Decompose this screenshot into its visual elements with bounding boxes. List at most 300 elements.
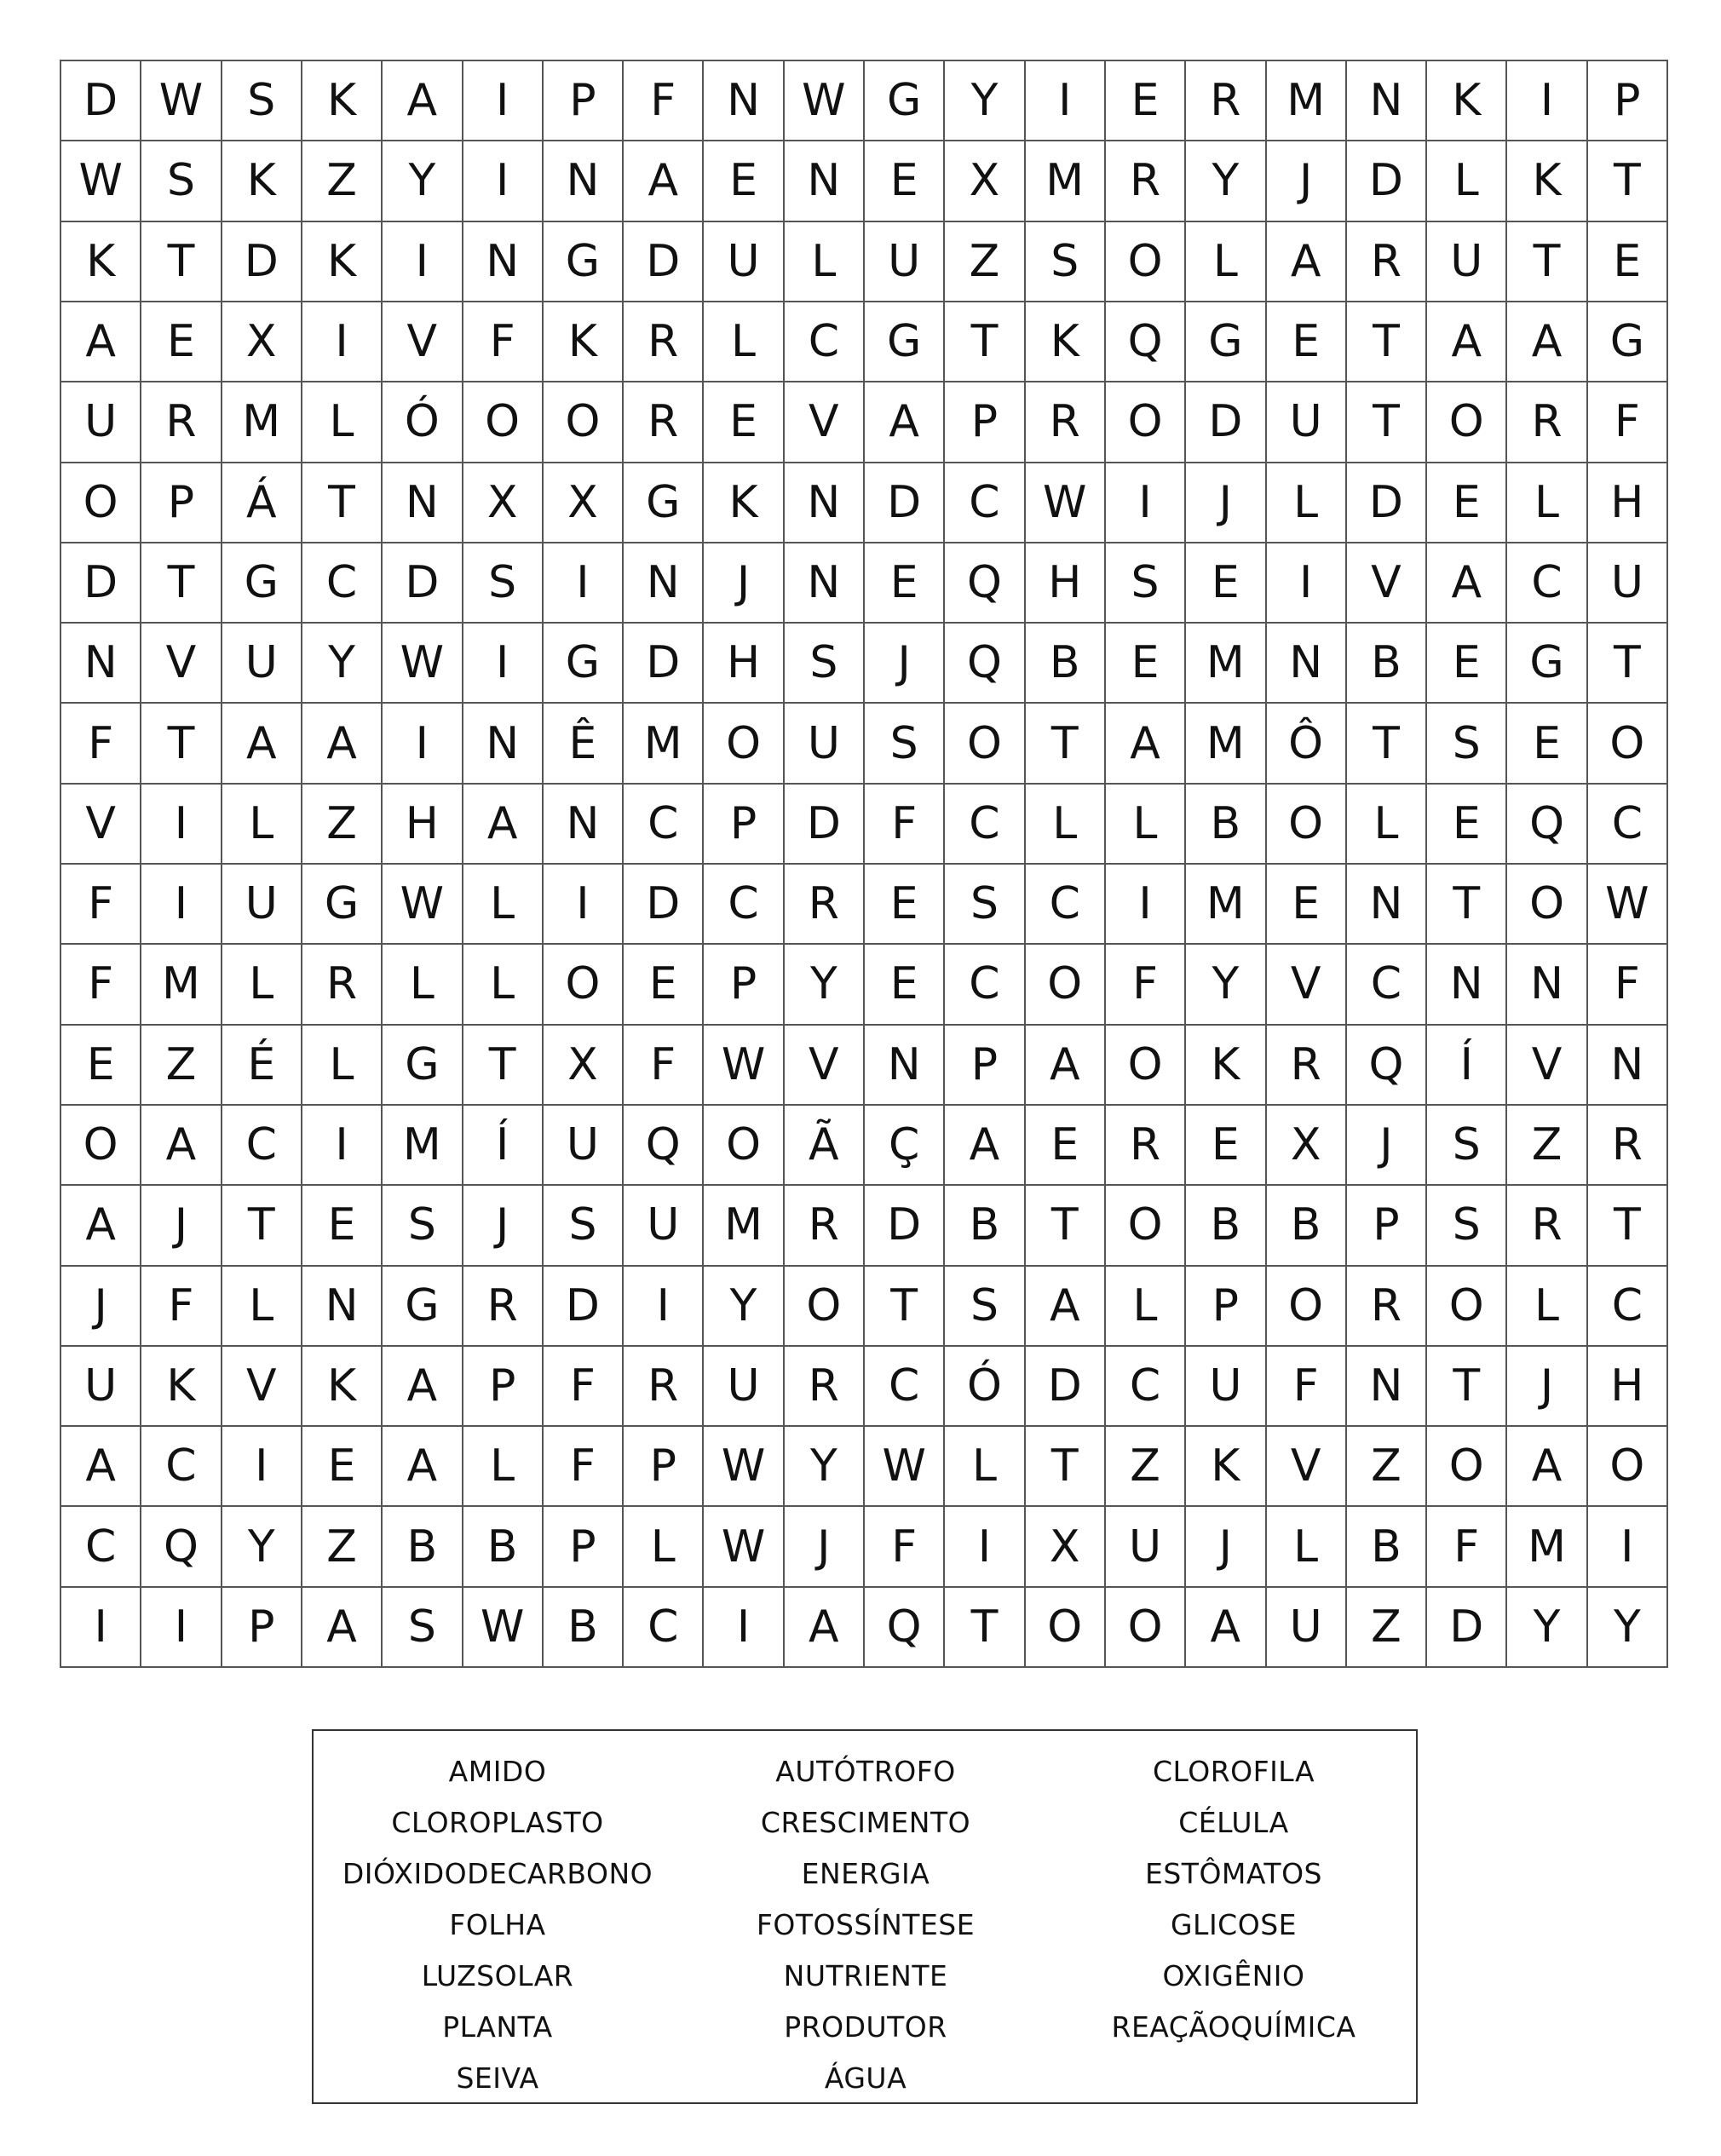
grid-cell[interactable]: V	[1267, 1427, 1347, 1507]
grid-cell[interactable]: T	[1588, 1186, 1668, 1266]
grid-cell[interactable]: E	[865, 945, 945, 1025]
grid-cell[interactable]: D	[383, 543, 463, 624]
grid-cell[interactable]: I	[624, 1267, 704, 1347]
grid-cell[interactable]: X	[945, 141, 1025, 221]
grid-cell[interactable]: L	[222, 1267, 302, 1347]
grid-cell[interactable]: N	[785, 463, 865, 543]
grid-cell[interactable]: T	[222, 1186, 302, 1266]
grid-cell[interactable]: M	[383, 1106, 463, 1186]
grid-cell[interactable]: O	[1427, 382, 1507, 463]
grid-cell[interactable]: Ã	[785, 1106, 865, 1186]
grid-cell[interactable]: G	[222, 543, 302, 624]
grid-cell[interactable]: K	[544, 302, 624, 382]
grid-cell[interactable]: Y	[1186, 945, 1266, 1025]
grid-cell[interactable]: P	[222, 1588, 302, 1668]
grid-cell[interactable]: U	[785, 704, 865, 784]
grid-cell[interactable]: V	[1267, 945, 1347, 1025]
grid-cell[interactable]: P	[1347, 1186, 1427, 1266]
grid-cell[interactable]: O	[1106, 1186, 1186, 1266]
grid-cell[interactable]: S	[865, 704, 945, 784]
grid-cell[interactable]: Z	[141, 1026, 222, 1106]
grid-cell[interactable]: A	[1507, 1427, 1587, 1507]
grid-cell[interactable]: O	[1267, 1267, 1347, 1347]
grid-cell[interactable]: O	[1588, 704, 1668, 784]
grid-cell[interactable]: R	[463, 1267, 544, 1347]
grid-cell[interactable]: Ê	[544, 704, 624, 784]
grid-cell[interactable]: Y	[785, 1427, 865, 1507]
grid-cell[interactable]: O	[544, 945, 624, 1025]
grid-cell[interactable]: U	[222, 865, 302, 945]
grid-cell[interactable]: P	[463, 1347, 544, 1427]
grid-cell[interactable]: A	[624, 141, 704, 221]
grid-cell[interactable]: K	[704, 463, 784, 543]
grid-cell[interactable]: N	[544, 141, 624, 221]
grid-cell[interactable]: Z	[302, 1507, 383, 1587]
grid-cell[interactable]: F	[1427, 1507, 1507, 1587]
grid-cell[interactable]: T	[463, 1026, 544, 1106]
grid-cell[interactable]: S	[544, 1186, 624, 1266]
grid-cell[interactable]: I	[302, 302, 383, 382]
grid-cell[interactable]: A	[1427, 302, 1507, 382]
grid-cell[interactable]: D	[1186, 382, 1266, 463]
grid-cell[interactable]: H	[704, 624, 784, 704]
grid-cell[interactable]: U	[1106, 1507, 1186, 1587]
grid-cell[interactable]: R	[1507, 1186, 1587, 1266]
grid-cell[interactable]: E	[1588, 222, 1668, 302]
grid-cell[interactable]: R	[785, 1347, 865, 1427]
grid-cell[interactable]: E	[865, 141, 945, 221]
grid-cell[interactable]: C	[1106, 1347, 1186, 1427]
grid-cell[interactable]: B	[1186, 1186, 1266, 1266]
grid-cell[interactable]: C	[1507, 543, 1587, 624]
grid-cell[interactable]: A	[383, 1427, 463, 1507]
grid-cell[interactable]: J	[704, 543, 784, 624]
grid-cell[interactable]: S	[1427, 1186, 1507, 1266]
grid-cell[interactable]: E	[1026, 1106, 1106, 1186]
grid-cell[interactable]: E	[865, 543, 945, 624]
grid-cell[interactable]: Q	[141, 1507, 222, 1587]
grid-cell[interactable]: C	[1026, 865, 1106, 945]
grid-cell[interactable]: M	[624, 704, 704, 784]
grid-cell[interactable]: E	[1427, 785, 1507, 865]
grid-cell[interactable]: N	[1427, 945, 1507, 1025]
grid-cell[interactable]: C	[865, 1347, 945, 1427]
grid-cell[interactable]: W	[704, 1427, 784, 1507]
grid-cell[interactable]: G	[1507, 624, 1587, 704]
grid-cell[interactable]: C	[785, 302, 865, 382]
grid-cell[interactable]: A	[1026, 1267, 1106, 1347]
grid-cell[interactable]: D	[1427, 1588, 1507, 1668]
grid-cell[interactable]: M	[1026, 141, 1106, 221]
grid-cell[interactable]: S	[222, 61, 302, 141]
grid-cell[interactable]: F	[141, 1267, 222, 1347]
grid-cell[interactable]: O	[1106, 222, 1186, 302]
grid-cell[interactable]: E	[704, 141, 784, 221]
grid-cell[interactable]: M	[1186, 865, 1266, 945]
grid-cell[interactable]: T	[1026, 1427, 1106, 1507]
grid-cell[interactable]: N	[1347, 865, 1427, 945]
grid-cell[interactable]: K	[61, 222, 141, 302]
grid-cell[interactable]: C	[1588, 1267, 1668, 1347]
grid-cell[interactable]: K	[1186, 1026, 1266, 1106]
grid-cell[interactable]: D	[865, 463, 945, 543]
grid-cell[interactable]: E	[1106, 61, 1186, 141]
grid-cell[interactable]: T	[1347, 382, 1427, 463]
grid-cell[interactable]: U	[624, 1186, 704, 1266]
grid-cell[interactable]: E	[1186, 1106, 1266, 1186]
grid-cell[interactable]: C	[945, 785, 1025, 865]
grid-cell[interactable]: E	[1507, 704, 1587, 784]
grid-cell[interactable]: F	[865, 785, 945, 865]
grid-cell[interactable]: B	[945, 1186, 1025, 1266]
grid-cell[interactable]: A	[302, 704, 383, 784]
grid-cell[interactable]: O	[785, 1267, 865, 1347]
grid-cell[interactable]: T	[1427, 865, 1507, 945]
grid-cell[interactable]: I	[383, 704, 463, 784]
grid-cell[interactable]: S	[141, 141, 222, 221]
grid-cell[interactable]: C	[141, 1427, 222, 1507]
grid-cell[interactable]: N	[704, 61, 784, 141]
grid-cell[interactable]: S	[1427, 704, 1507, 784]
grid-cell[interactable]: W	[704, 1507, 784, 1587]
grid-cell[interactable]: Q	[624, 1106, 704, 1186]
grid-cell[interactable]: L	[1106, 1267, 1186, 1347]
grid-cell[interactable]: J	[1186, 1507, 1266, 1587]
grid-cell[interactable]: Y	[1186, 141, 1266, 221]
grid-cell[interactable]: A	[1186, 1588, 1266, 1668]
grid-cell[interactable]: S	[945, 1267, 1025, 1347]
grid-cell[interactable]: K	[141, 1347, 222, 1427]
grid-cell[interactable]: W	[463, 1588, 544, 1668]
grid-cell[interactable]: R	[624, 302, 704, 382]
grid-cell[interactable]: I	[141, 865, 222, 945]
grid-cell[interactable]: A	[141, 1106, 222, 1186]
grid-cell[interactable]: A	[1106, 704, 1186, 784]
grid-cell[interactable]: H	[1588, 463, 1668, 543]
grid-cell[interactable]: R	[624, 1347, 704, 1427]
grid-cell[interactable]: N	[1347, 1347, 1427, 1427]
grid-cell[interactable]: L	[383, 945, 463, 1025]
grid-cell[interactable]: V	[1507, 1026, 1587, 1106]
grid-cell[interactable]: D	[61, 61, 141, 141]
grid-cell[interactable]: L	[624, 1507, 704, 1587]
grid-cell[interactable]: A	[61, 1427, 141, 1507]
grid-cell[interactable]: X	[1267, 1106, 1347, 1186]
grid-cell[interactable]: L	[1026, 785, 1106, 865]
grid-cell[interactable]: P	[624, 1427, 704, 1507]
grid-cell[interactable]: R	[1588, 1106, 1668, 1186]
grid-cell[interactable]: T	[1507, 222, 1587, 302]
grid-cell[interactable]: L	[1106, 785, 1186, 865]
grid-cell[interactable]: F	[544, 1347, 624, 1427]
grid-cell[interactable]: E	[1267, 865, 1347, 945]
grid-cell[interactable]: Y	[785, 945, 865, 1025]
grid-cell[interactable]: U	[704, 222, 784, 302]
grid-cell[interactable]: O	[1588, 1427, 1668, 1507]
grid-cell[interactable]: L	[302, 1026, 383, 1106]
grid-cell[interactable]: A	[1267, 222, 1347, 302]
grid-cell[interactable]: F	[61, 865, 141, 945]
grid-cell[interactable]: U	[704, 1347, 784, 1427]
grid-cell[interactable]: N	[544, 785, 624, 865]
grid-cell[interactable]: D	[624, 222, 704, 302]
grid-cell[interactable]: P	[544, 61, 624, 141]
grid-cell[interactable]: F	[624, 61, 704, 141]
grid-cell[interactable]: L	[222, 785, 302, 865]
grid-cell[interactable]: I	[141, 1588, 222, 1668]
grid-cell[interactable]: Q	[945, 543, 1025, 624]
grid-cell[interactable]: U	[1267, 1588, 1347, 1668]
grid-cell[interactable]: X	[1026, 1507, 1106, 1587]
grid-cell[interactable]: U	[1588, 543, 1668, 624]
grid-cell[interactable]: D	[785, 785, 865, 865]
grid-cell[interactable]: R	[624, 382, 704, 463]
grid-cell[interactable]: N	[785, 543, 865, 624]
grid-cell[interactable]: G	[624, 463, 704, 543]
grid-cell[interactable]: Y	[1588, 1588, 1668, 1668]
grid-cell[interactable]: R	[1026, 382, 1106, 463]
grid-cell[interactable]: P	[704, 785, 784, 865]
grid-cell[interactable]: E	[704, 382, 784, 463]
grid-cell[interactable]: Y	[302, 624, 383, 704]
grid-cell[interactable]: D	[222, 222, 302, 302]
grid-cell[interactable]: W	[141, 61, 222, 141]
grid-cell[interactable]: A	[463, 785, 544, 865]
grid-cell[interactable]: C	[61, 1507, 141, 1587]
grid-cell[interactable]: T	[1427, 1347, 1507, 1427]
grid-cell[interactable]: L	[463, 945, 544, 1025]
grid-cell[interactable]: U	[865, 222, 945, 302]
grid-cell[interactable]: C	[945, 945, 1025, 1025]
grid-cell[interactable]: D	[624, 624, 704, 704]
grid-cell[interactable]: F	[544, 1427, 624, 1507]
grid-cell[interactable]: S	[945, 865, 1025, 945]
grid-cell[interactable]: J	[463, 1186, 544, 1266]
grid-cell[interactable]: R	[1106, 141, 1186, 221]
grid-cell[interactable]: O	[61, 463, 141, 543]
grid-cell[interactable]: F	[1106, 945, 1186, 1025]
grid-cell[interactable]: D	[61, 543, 141, 624]
grid-cell[interactable]: C	[1347, 945, 1427, 1025]
grid-cell[interactable]: X	[463, 463, 544, 543]
grid-cell[interactable]: W	[61, 141, 141, 221]
grid-cell[interactable]: N	[1347, 61, 1427, 141]
grid-cell[interactable]: I	[141, 785, 222, 865]
grid-cell[interactable]: Q	[1507, 785, 1587, 865]
grid-cell[interactable]: K	[1507, 141, 1587, 221]
grid-cell[interactable]: D	[1347, 463, 1427, 543]
grid-cell[interactable]: T	[1588, 141, 1668, 221]
grid-cell[interactable]: X	[222, 302, 302, 382]
grid-cell[interactable]: P	[1186, 1267, 1266, 1347]
grid-cell[interactable]: I	[1106, 865, 1186, 945]
grid-cell[interactable]: L	[785, 222, 865, 302]
grid-cell[interactable]: C	[1588, 785, 1668, 865]
grid-cell[interactable]: G	[383, 1267, 463, 1347]
grid-cell[interactable]: L	[704, 302, 784, 382]
grid-cell[interactable]: Z	[945, 222, 1025, 302]
grid-cell[interactable]: T	[945, 302, 1025, 382]
grid-cell[interactable]: O	[1507, 865, 1587, 945]
grid-cell[interactable]: U	[1427, 222, 1507, 302]
grid-cell[interactable]: K	[222, 141, 302, 221]
grid-cell[interactable]: W	[383, 865, 463, 945]
grid-cell[interactable]: J	[61, 1267, 141, 1347]
grid-cell[interactable]: B	[544, 1588, 624, 1668]
grid-cell[interactable]: L	[1267, 1507, 1347, 1587]
grid-cell[interactable]: K	[302, 1347, 383, 1427]
grid-cell[interactable]: A	[1026, 1026, 1106, 1106]
grid-cell[interactable]: I	[463, 624, 544, 704]
grid-cell[interactable]: U	[61, 1347, 141, 1427]
grid-cell[interactable]: L	[463, 865, 544, 945]
grid-cell[interactable]: Q	[865, 1588, 945, 1668]
grid-cell[interactable]: B	[1267, 1186, 1347, 1266]
grid-cell[interactable]: O	[1427, 1427, 1507, 1507]
grid-cell[interactable]: R	[302, 945, 383, 1025]
grid-cell[interactable]: É	[222, 1026, 302, 1106]
grid-cell[interactable]: P	[945, 1026, 1025, 1106]
grid-cell[interactable]: U	[222, 624, 302, 704]
grid-cell[interactable]: T	[141, 543, 222, 624]
grid-cell[interactable]: K	[1026, 302, 1106, 382]
grid-cell[interactable]: G	[1186, 302, 1266, 382]
grid-cell[interactable]: L	[463, 1427, 544, 1507]
grid-cell[interactable]: T	[1026, 704, 1106, 784]
grid-cell[interactable]: I	[1588, 1507, 1668, 1587]
grid-cell[interactable]: O	[1427, 1267, 1507, 1347]
grid-cell[interactable]: A	[1507, 302, 1587, 382]
grid-cell[interactable]: E	[302, 1186, 383, 1266]
grid-cell[interactable]: S	[785, 624, 865, 704]
grid-cell[interactable]: G	[1588, 302, 1668, 382]
grid-cell[interactable]: G	[302, 865, 383, 945]
grid-cell[interactable]: J	[141, 1186, 222, 1266]
grid-cell[interactable]: N	[1507, 945, 1587, 1025]
grid-cell[interactable]: T	[1588, 624, 1668, 704]
grid-cell[interactable]: O	[945, 704, 1025, 784]
grid-cell[interactable]: O	[1106, 382, 1186, 463]
grid-cell[interactable]: N	[865, 1026, 945, 1106]
grid-cell[interactable]: V	[141, 624, 222, 704]
grid-cell[interactable]: F	[624, 1026, 704, 1106]
grid-cell[interactable]: O	[1026, 1588, 1106, 1668]
grid-cell[interactable]: C	[222, 1106, 302, 1186]
grid-cell[interactable]: O	[704, 704, 784, 784]
grid-cell[interactable]: U	[61, 382, 141, 463]
grid-cell[interactable]: N	[1588, 1026, 1668, 1106]
grid-cell[interactable]: H	[1026, 543, 1106, 624]
grid-cell[interactable]: Y	[704, 1267, 784, 1347]
grid-cell[interactable]: F	[1588, 382, 1668, 463]
grid-cell[interactable]: Á	[222, 463, 302, 543]
grid-cell[interactable]: I	[945, 1507, 1025, 1587]
grid-cell[interactable]: X	[544, 1026, 624, 1106]
grid-cell[interactable]: O	[544, 382, 624, 463]
grid-cell[interactable]: B	[383, 1507, 463, 1587]
grid-cell[interactable]: H	[1588, 1347, 1668, 1427]
grid-cell[interactable]: E	[1427, 624, 1507, 704]
grid-cell[interactable]: A	[302, 1588, 383, 1668]
grid-cell[interactable]: Q	[1106, 302, 1186, 382]
grid-cell[interactable]: L	[1507, 463, 1587, 543]
grid-cell[interactable]: I	[61, 1588, 141, 1668]
grid-cell[interactable]: B	[1347, 1507, 1427, 1587]
grid-cell[interactable]: P	[704, 945, 784, 1025]
grid-cell[interactable]: Z	[1347, 1427, 1427, 1507]
grid-cell[interactable]: R	[1267, 1026, 1347, 1106]
grid-cell[interactable]: T	[302, 463, 383, 543]
grid-cell[interactable]: M	[141, 945, 222, 1025]
grid-cell[interactable]: F	[463, 302, 544, 382]
grid-cell[interactable]: Z	[1106, 1427, 1186, 1507]
grid-cell[interactable]: I	[1026, 61, 1106, 141]
grid-cell[interactable]: S	[463, 543, 544, 624]
grid-cell[interactable]: L	[1507, 1267, 1587, 1347]
grid-cell[interactable]: F	[61, 704, 141, 784]
grid-cell[interactable]: F	[61, 945, 141, 1025]
grid-cell[interactable]: R	[785, 865, 865, 945]
grid-cell[interactable]: Y	[383, 141, 463, 221]
grid-cell[interactable]: Y	[1507, 1588, 1587, 1668]
grid-cell[interactable]: W	[704, 1026, 784, 1106]
grid-cell[interactable]: G	[865, 61, 945, 141]
grid-cell[interactable]: Z	[302, 141, 383, 221]
grid-cell[interactable]: T	[1347, 704, 1427, 784]
grid-cell[interactable]: C	[624, 785, 704, 865]
grid-cell[interactable]: I	[1106, 463, 1186, 543]
grid-cell[interactable]: K	[1186, 1427, 1266, 1507]
grid-cell[interactable]: A	[61, 1186, 141, 1266]
grid-cell[interactable]: Ó	[383, 382, 463, 463]
grid-cell[interactable]: L	[945, 1427, 1025, 1507]
grid-cell[interactable]: J	[785, 1507, 865, 1587]
grid-cell[interactable]: D	[624, 865, 704, 945]
grid-cell[interactable]: P	[945, 382, 1025, 463]
grid-cell[interactable]: T	[945, 1588, 1025, 1668]
grid-cell[interactable]: J	[1186, 463, 1266, 543]
grid-cell[interactable]: Ç	[865, 1106, 945, 1186]
grid-cell[interactable]: M	[1186, 704, 1266, 784]
grid-cell[interactable]: L	[1186, 222, 1266, 302]
grid-cell[interactable]: I	[302, 1106, 383, 1186]
grid-cell[interactable]: B	[1347, 624, 1427, 704]
grid-cell[interactable]: R	[141, 382, 222, 463]
grid-cell[interactable]: J	[1267, 141, 1347, 221]
grid-cell[interactable]: A	[222, 704, 302, 784]
grid-cell[interactable]: U	[544, 1106, 624, 1186]
grid-cell[interactable]: R	[1106, 1106, 1186, 1186]
grid-cell[interactable]: M	[704, 1186, 784, 1266]
grid-cell[interactable]: C	[302, 543, 383, 624]
grid-cell[interactable]: D	[544, 1267, 624, 1347]
grid-cell[interactable]: A	[61, 302, 141, 382]
grid-cell[interactable]: O	[704, 1106, 784, 1186]
grid-cell[interactable]: F	[1267, 1347, 1347, 1427]
grid-cell[interactable]: I	[544, 543, 624, 624]
grid-cell[interactable]: V	[222, 1347, 302, 1427]
grid-cell[interactable]: T	[141, 222, 222, 302]
grid-cell[interactable]: J	[1347, 1106, 1427, 1186]
grid-cell[interactable]: D	[865, 1186, 945, 1266]
grid-cell[interactable]: I	[1507, 61, 1587, 141]
grid-cell[interactable]: S	[383, 1186, 463, 1266]
grid-cell[interactable]: R	[1347, 1267, 1427, 1347]
grid-cell[interactable]: R	[785, 1186, 865, 1266]
grid-cell[interactable]: P	[141, 463, 222, 543]
grid-cell[interactable]: E	[141, 302, 222, 382]
grid-cell[interactable]: V	[61, 785, 141, 865]
